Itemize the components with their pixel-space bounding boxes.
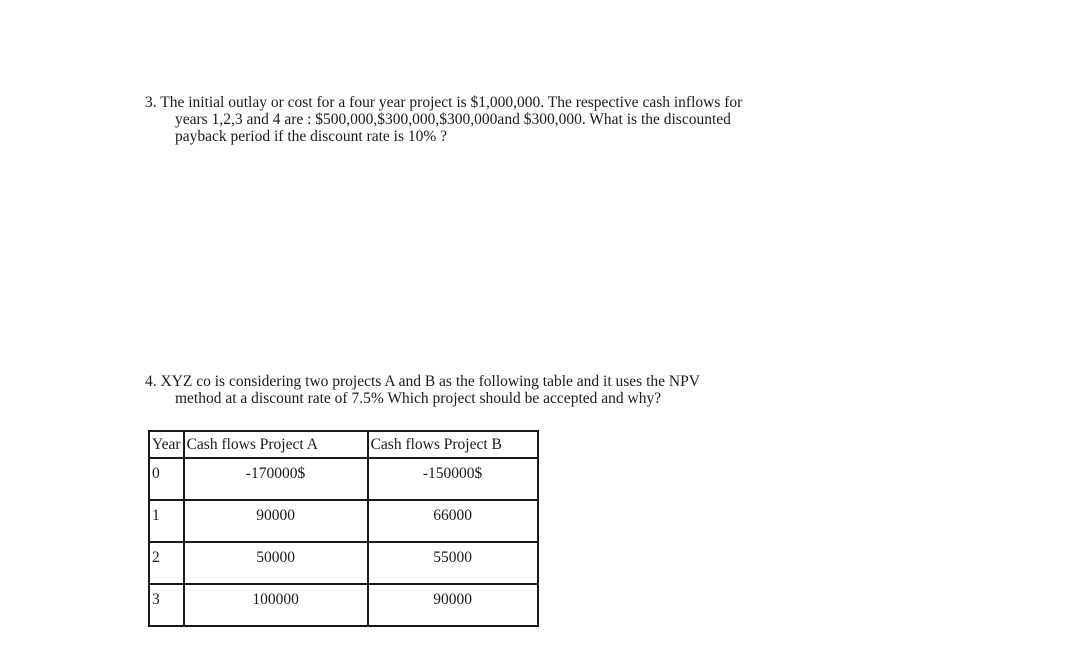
question-3-line-3: payback period if the discount rate is 10% ? (175, 128, 448, 145)
project-a-cell: -170000$ (184, 458, 368, 500)
table-row (149, 542, 538, 584)
project-b-cell: 55000 (368, 542, 538, 584)
project-a-cell: 90000 (184, 500, 368, 542)
table-row (149, 500, 538, 542)
table-header-row (149, 431, 538, 458)
project-b-cell: 90000 (368, 584, 538, 626)
cash-flow-table (148, 430, 539, 627)
question-3 (145, 94, 905, 145)
question-4-line-2: method at a discount rate of 7.5% Which project should be accepted and why? (175, 390, 662, 407)
question-3-line-1: 3. The initial outlay or cost for a four year project is $1,000,000. The respective cash inflows for (145, 94, 743, 111)
year-cell: 2 (149, 542, 184, 584)
question-3-line-2: years 1,2,3 and 4 are : $500,000,$300,000,$300,000and $300,000. What is the discounted (175, 111, 731, 128)
header-project-b: Cash flows Project B (368, 431, 538, 458)
project-b-cell: -150000$ (368, 458, 538, 500)
year-cell: 0 (149, 458, 184, 500)
question-4 (145, 373, 865, 407)
project-a-cell: 50000 (184, 542, 368, 584)
table-row (149, 458, 538, 500)
project-a-cell: 100000 (184, 584, 368, 626)
project-b-cell: 66000 (368, 500, 538, 542)
year-cell: 1 (149, 500, 184, 542)
header-year: Year (149, 431, 184, 458)
table-row (149, 584, 538, 626)
year-cell: 3 (149, 584, 184, 626)
header-project-a: Cash flows Project A (184, 431, 368, 458)
question-4-line-1: 4. XYZ co is considering two projects A and B as the following table and it uses the NPV (145, 373, 700, 390)
